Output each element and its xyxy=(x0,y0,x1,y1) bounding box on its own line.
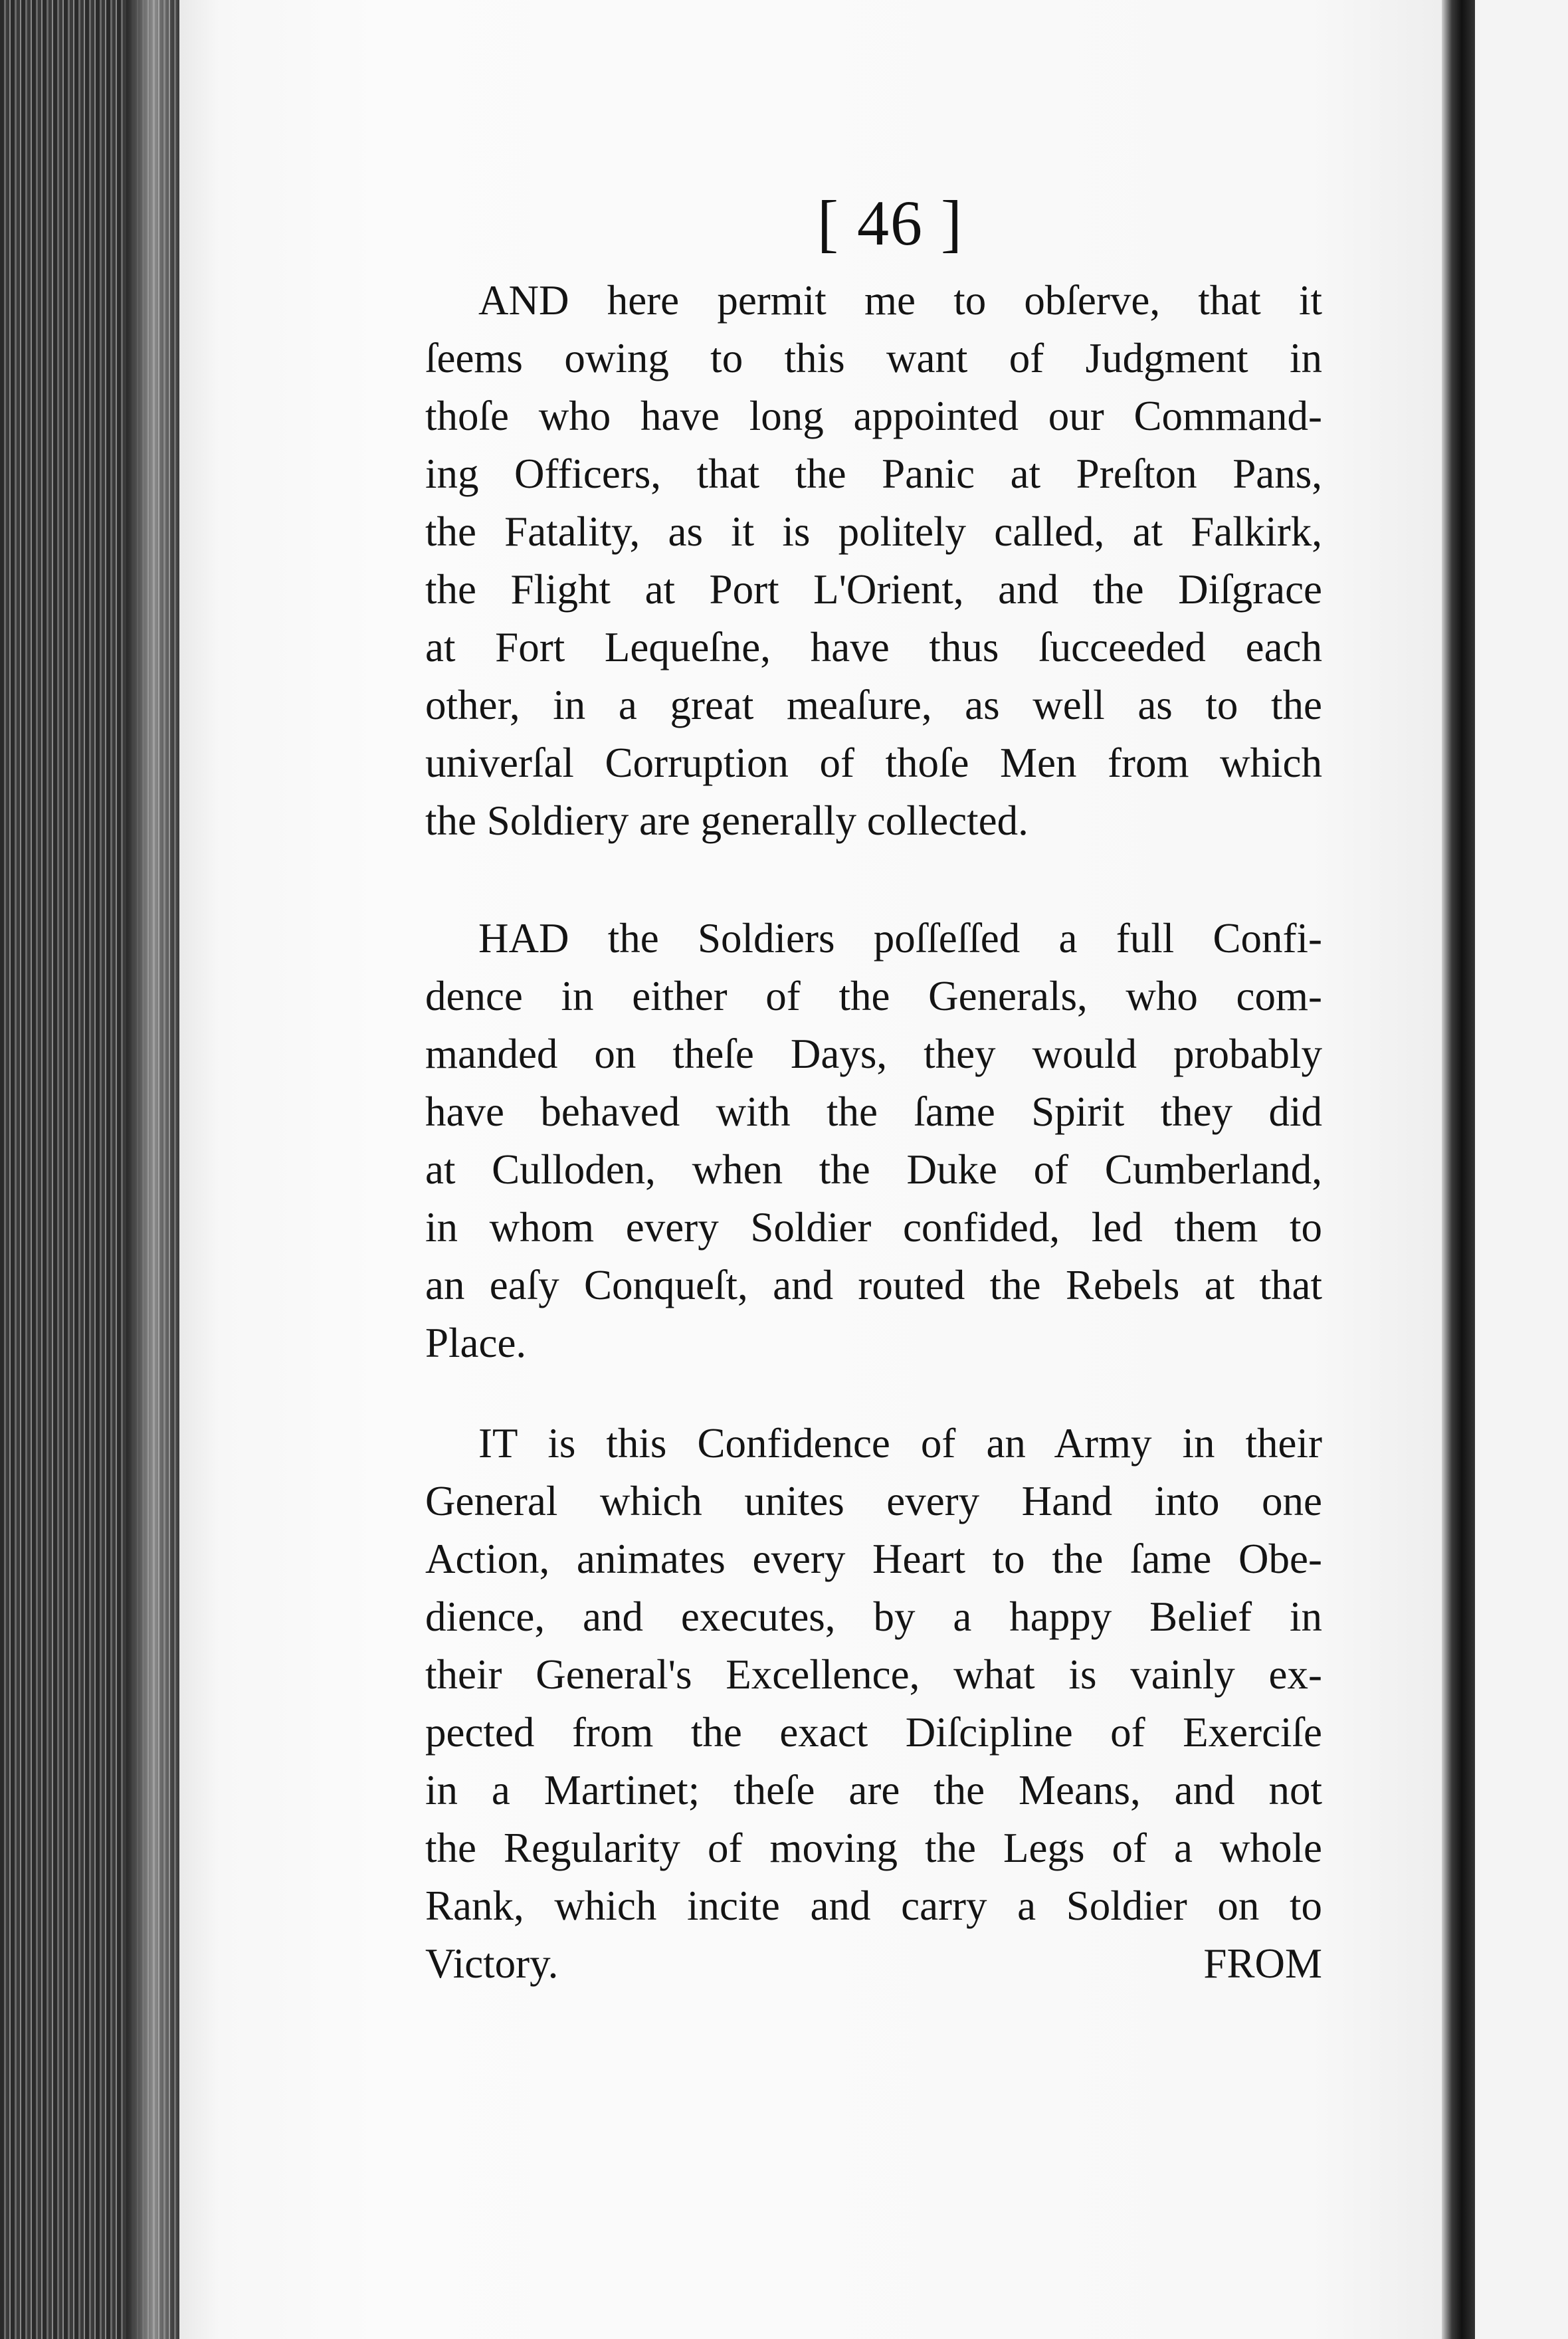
text-line: IT is this Confidence of an Army in their xyxy=(478,1420,1322,1467)
adjacent-page-edge xyxy=(1475,0,1568,2339)
text-line: ſeems owing to this want of Judgment in xyxy=(425,335,1322,381)
page-gutter xyxy=(1442,0,1475,2339)
text-line: thoſe who have long appointed our Command- xyxy=(425,393,1322,439)
text-line: the Soldiery are generally collected. xyxy=(425,797,1029,844)
text-line: dence in either of the Generals, who com- xyxy=(425,973,1322,1019)
text-line: univerſal Corruption of thoſe Men from which xyxy=(425,740,1322,786)
text-line: manded on theſe Days, they would probably xyxy=(425,1031,1322,1077)
text-line: General which unites every Hand into one xyxy=(425,1478,1322,1524)
text-line: dience, and executes, by a happy Belief in xyxy=(425,1593,1322,1640)
text-line: at Fort Lequeſne, have thus ſucceeded each xyxy=(425,624,1322,670)
text-line: AND here permit me to obſerve, that it xyxy=(478,277,1322,324)
text-line: Action, animates every Heart to the ſame Obe- xyxy=(425,1536,1322,1582)
page-number: [ 46 ] xyxy=(817,187,963,258)
text-line: Rank, which incite and carry a Soldier on to xyxy=(425,1882,1322,1929)
text-line: Place. xyxy=(425,1320,527,1366)
text-line: ing Officers, that the Panic at Preſton Pans, xyxy=(425,451,1322,497)
text-line: other, in a great meaſure, as well as to the xyxy=(425,682,1322,728)
text-line: in a Martinet; theſe are the Means, and not xyxy=(425,1767,1322,1813)
text-line: have behaved with the ſame Spirit they did xyxy=(425,1088,1322,1135)
text-line: at Culloden, when the Duke of Cumberland, xyxy=(425,1146,1322,1193)
binding-shadow xyxy=(126,0,179,2339)
text-line: an eaſy Conqueſt, and routed the Rebels at that xyxy=(425,1262,1322,1308)
text-line: pected from the exact Diſcipline of Exerciſe xyxy=(425,1709,1322,1756)
text-line: the Flight at Port L'Orient, and the Diſgrace xyxy=(425,566,1322,613)
catchword: FROM xyxy=(1203,1940,1322,1987)
text-line: Victory. xyxy=(425,1940,559,1987)
text-line: the Regularity of moving the Legs of a whole xyxy=(425,1825,1322,1871)
text-line: HAD the Soldiers poſſeſſed a full Confi- xyxy=(478,915,1322,962)
text-line: the Fatality, as it is politely called, at Falkirk, xyxy=(425,508,1322,555)
text-line: in whom every Soldier confided, led them to xyxy=(425,1204,1322,1251)
text-line: their General's Excellence, what is vainly ex- xyxy=(425,1651,1322,1698)
